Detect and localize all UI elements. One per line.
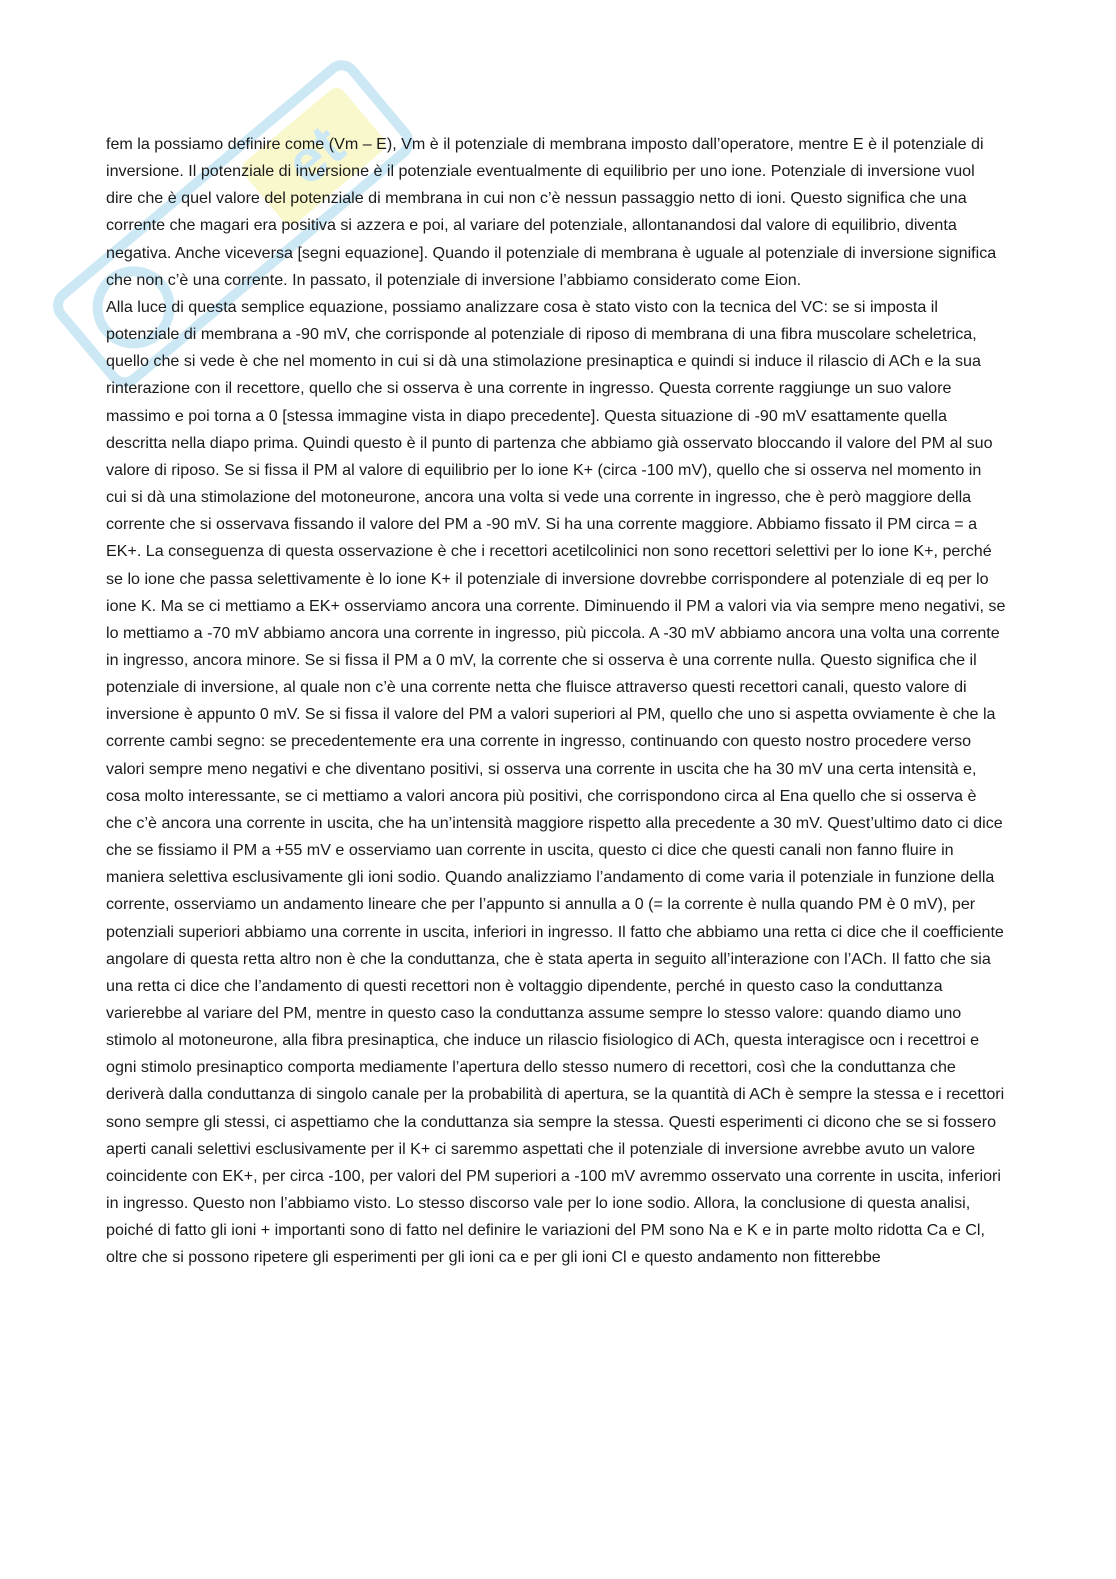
- paragraph-1: fem la possiamo definire come (Vm – E), Vm è il potenziale di membrana imposto dall’operatore, mentre E è il potenziale di inversione. Il potenziale di inversione è il potenziale eventualmente di equilibrio per uno ione. Potenziale di inversione vuol dire che è quel valore del potenziale di membrana in cui non c’è nessun passaggio netto di ioni. Questo significa che una corrente che magari era positiva si azzera e poi, al variare del potenziale, allontanandosi dal valore di equilibrio, diventa negativa. Anche viceversa [segni equazione]. Quando il potenziale di membrana è uguale al potenziale di inversione significa che non c’è una corrente. In passato, il potenziale di inversione l’abbiamo considerato come Eion.: [106, 135, 997, 289]
- document-body: [106, 131, 1006, 1272]
- watermark-text: et: [272, 112, 357, 198]
- paragraph-2: Alla luce di questa semplice equazione, possiamo analizzare cosa è stato visto con la tecnica del VC: se si imposta il potenziale di membrana a -90 mV, che corrisponde al potenziale di riposo di membrana di una fibra muscolare scheletrica, quello che si vede è che nel momento in cui si dà una stimolazione presinaptica e quindi si induce il rilascio di ACh e la sua rinterazione con il recettore, quello che si osserva è una corrente in ingresso. Questa corrente raggiunge un suo valore massimo e poi torna a 0 [stessa immagine vista in diapo precedente]. Questa situazione di -90 mV esattamente quella descritta nella diapo prima. Quindi questo è il punto di partenza che abbiamo già osservato bloccando il valore del PM al suo valore di riposo. Se si fissa il PM al valore di equilibrio per lo ione K+ (circa -100 mV), quello che si osserva nel momento in cui si dà una stimolazione del motoneurone, ancora una volta si vede una corrente in ingresso, che è però maggiore della corrente che si osservava fissando il valore del PM a -90 mV. Si ha una corrente maggiore. Abbiamo fissato il PM circa = a EK+. La conseguenza di questa osservazione è che i recettori acetilcolinici non sono recettori selettivi per lo ione K+, perché se lo ione che passa selettivamente è lo ione K+ il potenziale di inversione dovrebbe corrispondere al potenziale di eq per lo ione K. Ma se ci mettiamo a EK+ osserviamo ancora una corrente. Diminuendo il PM a valori via via sempre meno negativi, se lo mettiamo a -70 mV abbiamo ancora una corrente in ingresso, più piccola. A -30 mV abbiamo ancora una volta una corrente in ingresso, ancora minore. Se si fissa il PM a 0 mV, la corrente che si osserva è una corrente nulla. Questo significa che il potenziale di inversione, al quale non c’è una corrente netta che fluisce attraverso questi recettori canali, questo valore di inversione è appunto 0 mV. Se si fissa il valore del PM a valori superiori al PM, quello che uno si aspetta ovviamente è che la corrente cambi segno: se precedentemente era una corrente in ingresso, continuando con questo nostro procedere verso valori sempre meno negativi e che diventano positivi, si osserva una corrente in uscita che ha 30 mV una certa intensità e, cosa molto interessante, se ci mettiamo a valori ancora più positivi, che corrispondono circa al Ena quello che si osserva è che c’è ancora una corrente in uscita, che ha un’intensità maggiore rispetto alla precedente a 30 mV. Quest’ultimo dato ci dice che se fissiamo il PM a +55 mV e osserviamo uan corrente in uscita, questo ci dice che questi canali non fanno fluire in maniera selettiva esclusivamente gli ioni sodio. Quando analizziamo l’andamento di come varia il potenziale in funzione della corrente, osserviamo un andamento lineare che per l’appunto si annulla a 0 (= la corrente è nulla quando PM è 0 mV), per potenziali superiori abbiamo una corrente in uscita, inferiori in ingresso. Il fatto che abbiamo una retta ci dice che il coefficiente angolare di questa retta altro non è che la conduttanza, che è stata aperta in seguito all’interazione con l’ACh. Il fatto che sia una retta ci dice che l’andamento di questi recettori non è voltaggio dipendente, perché in questo caso la conduttanza varierebbe al variare del PM, mentre in questo caso la conduttanza assume sempre lo stesso valore: quando diamo uno stimolo al motoneurone, alla fibra presinaptica, che induce un rilascio fisiologico di ACh, questa interagisce ocn i recettroi e ogni stimolo presinaptico comporta mediamente l’apertura dello stesso numero di recettori, così che la conduttanza che deriverà dalla conduttanza di singolo canale per la probabilità di apertura, se la quantità di ACh è sempre la stessa e i recettori sono sempre gli stessi, ci aspettiamo che la conduttanza sia sempre la stessa. Questi esperimenti ci dicono che se si fossero aperti canali selettivi esclusivamente per il K+ ci saremmo aspettati che il potenziale di inversione avrebbe avuto un valore coincidente con EK+, per circa -100, per valori del PM superiori a -100 mV avremmo osservato una corrente in uscita, inferiori in ingresso. Questo non l’abbiamo visto. Lo stesso discorso vale per lo ione sodio. Allora, la conclusione di questa analisi, poiché di fatto gli ioni + importanti sono di fatto nel definire le variazioni del PM sono Na e K e in parte molto ridotta Ca e Cl, oltre che si possono ripetere gli esperimenti per gli ioni ca e per gli ioni Cl e questo andamento non fitterebbe: [106, 297, 1006, 1267]
